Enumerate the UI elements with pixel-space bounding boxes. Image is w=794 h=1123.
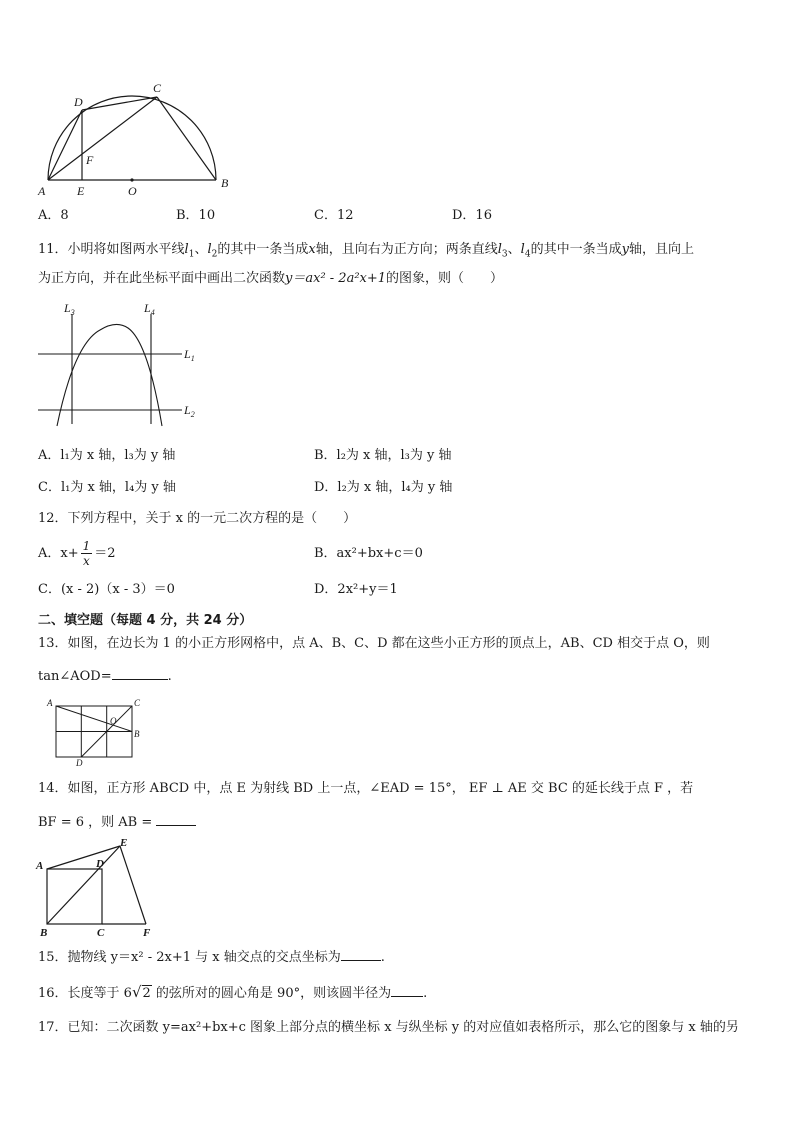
- q11-option-c: C．l₁为 x 轴，l₄为 y 轴: [38, 480, 176, 495]
- q11-formula: y＝ax² - 2a²x+1: [285, 271, 387, 286]
- q12-option-b: B．ax²+bx+c＝0: [314, 546, 423, 561]
- q11-option-a: A．l₁为 x 轴，l₃为 y 轴: [38, 448, 176, 463]
- q11-option-d: D．l₂为 x 轴，l₄为 y 轴: [314, 480, 453, 495]
- center-dot: [130, 178, 133, 181]
- q14-answer-blank: [156, 813, 196, 826]
- label-b: B: [40, 927, 48, 938]
- label-c: C: [97, 927, 105, 938]
- figure-square: [34, 836, 164, 938]
- q17-stem: 17．已知：二次函数 y=ax²+bx+c 图象上部分点的横坐标 x 与纵坐标 y 的对应值如表格所示，那么它的图象与 x 轴的另: [38, 1020, 739, 1035]
- parabola-curve: [57, 324, 162, 426]
- label-l4: $L_4$: [144, 301, 155, 317]
- label-d: D: [74, 95, 83, 109]
- segment-ab: [56, 706, 132, 732]
- label-a: A: [38, 184, 46, 198]
- q11-stem-line2: 为正方向，并在此坐标平面中画出二次函数y＝ax² - 2a²x+1的图象，则（ ）: [38, 271, 504, 286]
- section-heading: 二、填空题（每题 4 分，共 24 分）: [38, 613, 253, 628]
- label-f: F: [143, 927, 151, 938]
- segment-ad: [48, 110, 82, 180]
- segment-dc: [82, 97, 157, 110]
- figure-semicircle: [30, 74, 250, 202]
- label-o: O: [110, 716, 117, 726]
- label-l2: $L_2$: [184, 403, 195, 419]
- label-a: A: [36, 860, 44, 872]
- q11-stem-line1: 11．小明将如图两水平线$l_1$、$l_2$的其中一条当成x轴，且向右为正方向；两条直线$l_3$、$l_4$的其中一条当成y轴，且向上: [38, 242, 694, 260]
- q16-stem: 16．长度等于 6√2 的弦所对的圆心角是 90°，则该圆半径为 .: [38, 983, 428, 1001]
- label-e: E: [120, 837, 128, 849]
- q11-option-b: B．l₂为 x 轴，l₃为 y 轴: [314, 448, 452, 463]
- q10-option-a: A．8: [38, 208, 69, 223]
- q16-answer-blank: [391, 984, 423, 997]
- q10-option-b: B．10: [176, 208, 216, 223]
- label-b: B: [134, 729, 140, 739]
- q12-option-d: D．2x²+y＝1: [314, 582, 398, 597]
- sqrt-symbol: √: [131, 983, 142, 1001]
- q12-stem: 12．下列方程中，关于 x 的一元二次方程的是（ ）: [38, 511, 357, 526]
- segment-ef: [120, 846, 146, 924]
- q12-option-a: A．x+ $\frac{1}{x}$ ＝2: [38, 539, 116, 568]
- q10-option-d: D．16: [452, 208, 492, 223]
- label-f: F: [86, 153, 94, 167]
- q13-answer-blank: [112, 667, 168, 680]
- q14-stem-line1: 14．如图，正方形 ABCD 中，点 E 为射线 BD 上一点，∠EAD = 15°， EF ⊥ AE 交 BC 的延长线于点 F ，若: [38, 781, 694, 796]
- q13-stem-line2: tan∠AOD= .: [38, 669, 172, 684]
- q10-option-c: C．12: [314, 208, 354, 223]
- q13-stem-line1: 13．如图，在边长为 1 的小正方形网格中，点 A、B、C、D 都在这些小正方形的顶点上，AB、CD 相交于点 O，则: [38, 636, 710, 651]
- label-c: C: [153, 81, 162, 95]
- figure-grid: [44, 696, 144, 766]
- q12-option-c: C．(x - 2)（x - 3）＝0: [38, 582, 175, 597]
- q15-answer-blank: [341, 948, 381, 961]
- label-a: A: [47, 698, 53, 708]
- label-l1: $L_1$: [184, 347, 195, 363]
- label-l3: $L_3$: [64, 301, 75, 317]
- q15-stem: 15．抛物线 y＝x² - 2x+1 与 x 轴交点的交点坐标为 .: [38, 950, 385, 965]
- figure-parabola-lines: [30, 298, 210, 428]
- label-d: D: [76, 758, 83, 766]
- label-b: B: [221, 176, 229, 190]
- label-c: C: [134, 698, 141, 708]
- segment-cb: [157, 97, 216, 180]
- q12-fraction: $\frac{1}{x}$: [82, 539, 91, 568]
- label-e: E: [77, 184, 85, 198]
- segment-ac: [48, 97, 157, 180]
- label-o: O: [128, 184, 137, 198]
- q14-stem-line2: BF = 6 ，则 AB =: [38, 813, 196, 831]
- label-d: D: [96, 858, 104, 870]
